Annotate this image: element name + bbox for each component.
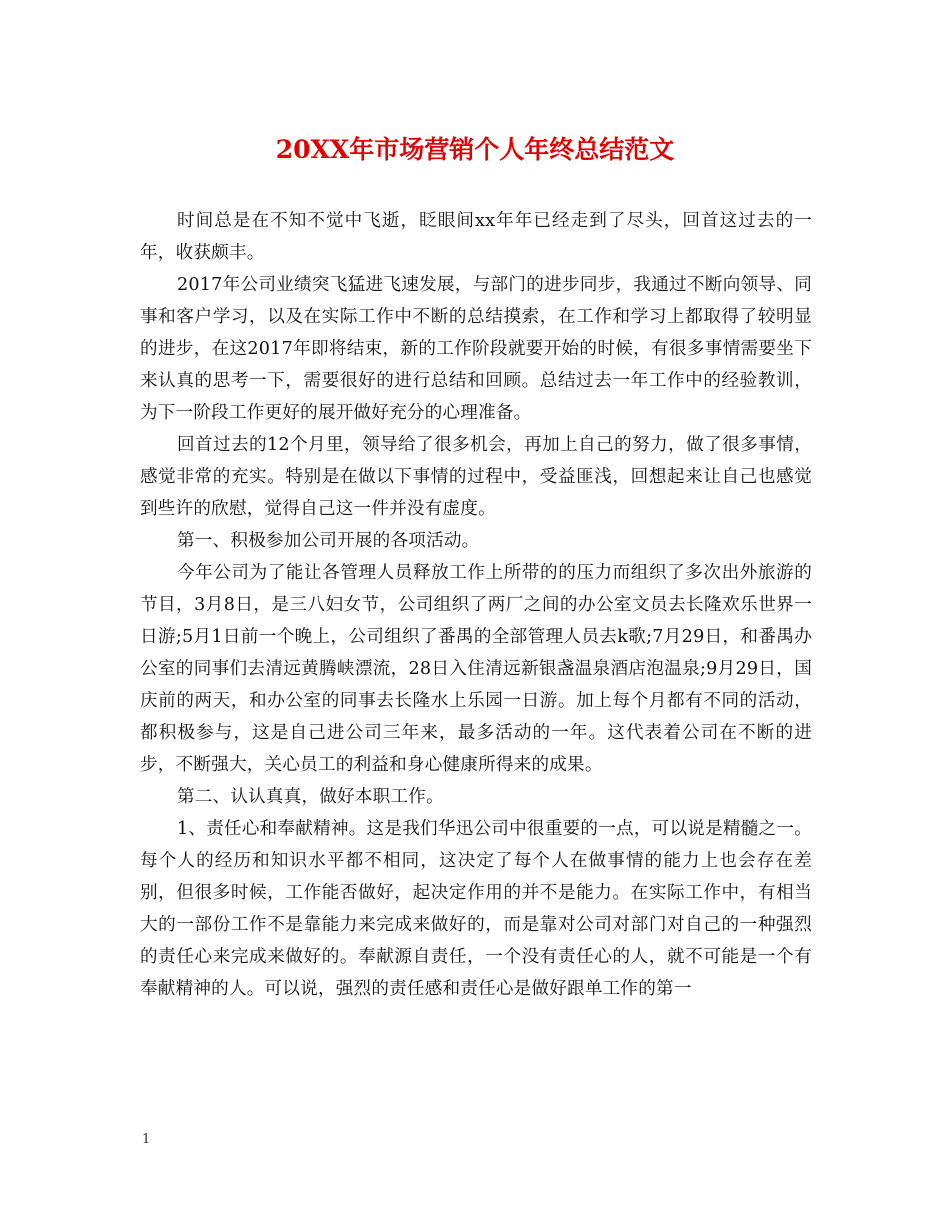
paragraph-intro: 时间总是在不知不觉中飞逝，眨眼间xx年年已经走到了尽头，回首这过去的一年，收获颇丰。 — [140, 211, 812, 263]
paragraph-review: 回首过去的12个月里，领导给了很多机会，再加上自己的努力，做了很多事情，感觉非常的充实。特别是在做以下事情的过程中，受益匪浅，回想起来让自己也感觉到些许的欣慰，觉得自己这一件并没有虚度。 — [140, 435, 812, 519]
paragraph-responsibility: 1、责任心和奉献精神。这是我们华迅公司中很重要的一点，可以说是精髓之一。每个人的经历和知识水平都不相同，这决定了每个人在做事情的能力上也会存在差别，但很多时候，工作能否做好，起决定作用的并不是能力。在实际工作中，有相当大的一部份工作不是靠能力来完成来做好的，而是靠对公司对部门对自己的一种强烈的责任心来完成来做好的。奉献源自责任，一个没有责任心的人，就不可能是一个有奉献精神的人。可以说，强烈的责任感和责任心是做好跟单工作的第一 — [140, 819, 812, 999]
paragraph-activities: 今年公司为了能让各管理人员释放工作上所带的的压力而组织了多次出外旅游的节目，3月8日，是三八妇女节，公司组织了两厂之间的办公室文员去长隆欢乐世界一日游;5月1日前一个晚上，公司组织了番禺的全部管理人员去k歌;7月29日，和番禺办公室的同事们去清远黄腾峡漂流，28日入住清远新银盏温泉酒店泡温泉;9月29日，国庆前的两天，和办公室的同事去长隆水上乐园一日游。加上每个月都有不同的活动，都积极参与，这是自己进公司三年来，最多活动的一年。这代表着公司在不断的进步，不断强大，关心员工的利益和身心健康所得来的成果。 — [140, 563, 812, 775]
paragraph-2017-progress: 2017年公司业绩突飞猛进飞速发展，与部门的进步同步，我通过不断向领导、同事和客户学习，以及在实际工作中不断的总结摸索，在工作和学习上都取得了较明显的进步，在这2017年即将结束，新的工作阶段就要开始的时候，有很多事情需要坐下来认真的思考一下，需要很好的进行总结和回顾。总结过去一年工作中的经验教训，为下一阶段工作更好的展开做好充分的心理准备。 — [140, 275, 812, 423]
document-body — [140, 205, 812, 1005]
page-number: 1 — [142, 1132, 151, 1147]
document-title: 20XX年市场营销个人年终总结范文 — [275, 135, 675, 164]
section-heading-activities: 第一、积极参加公司开展的各项活动。 — [176, 531, 480, 551]
section-heading-duties: 第二、认认真真，做好本职工作。 — [176, 787, 444, 807]
